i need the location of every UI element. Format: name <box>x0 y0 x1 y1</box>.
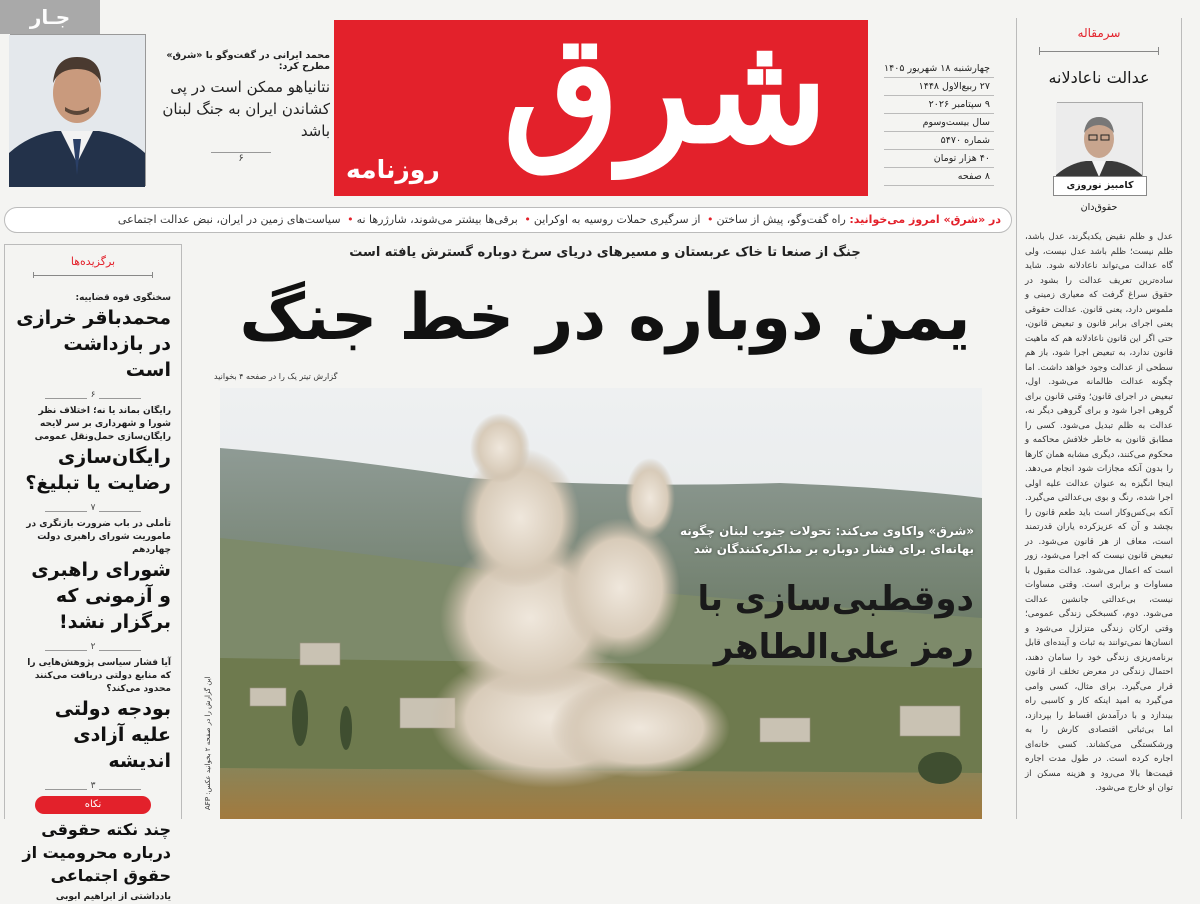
page-number: ۲ <box>45 637 141 651</box>
photo-credit: این گزارش را در صفحه ۲ بخوانید عکس: AFP <box>204 676 212 810</box>
logo-wordmark: شرق <box>503 1 828 177</box>
date-hijri: ۲۷ ربیع‌الاول ۱۴۴۸ <box>884 78 994 96</box>
item-headline: رایگان‌سازی رضایت یا تبلیغ؟ <box>25 446 171 494</box>
highlights-label: در «شرق» امروز می‌خوانید: <box>849 213 1001 226</box>
masthead-logo <box>334 1 868 196</box>
highlights-column <box>4 244 182 902</box>
watermark: جـار <box>0 0 100 34</box>
logo-subtitle: روزنامه <box>346 155 440 184</box>
year-number: سال بیست‌وسوم <box>884 114 994 132</box>
item-kicker: تأملی در باب ضرورت بازنگری در ماموریت شورای راهبری دولت چهاردهم <box>26 519 171 555</box>
item-headline: محمدباقر خرازی در بازداشت است <box>16 307 171 381</box>
highlight-item[interactable]: سیاست‌های زمین در ایران، نبض عدالت اجتماعی <box>117 213 341 226</box>
price: ۴۰ هزار تومان <box>884 150 994 168</box>
note-badge: نکاه <box>35 796 151 814</box>
item-kicker: رایگان بماند یا نه؛ اختلاف نظر شورا و شهرداری بر سر لایحه رایگان‌سازی حمل‌ونقل عمومی <box>34 406 171 442</box>
page-number: ۷ <box>45 498 141 512</box>
lead-headline[interactable]: یمن دوباره در خط جنگ <box>239 281 971 355</box>
lead-kicker: جنگ از صنعا تا خاک عربستان و مسیرهای دریای سرخ دوباره گسترش یافته است <box>349 245 861 260</box>
list-item[interactable] <box>5 292 181 399</box>
list-item[interactable] <box>5 818 181 904</box>
highlights-section-label: برگزیده‌ها <box>70 255 116 268</box>
bullet-icon: • <box>706 213 714 226</box>
dateline <box>884 60 994 186</box>
page-number: ۶ <box>152 152 330 164</box>
page-number: ۶ <box>45 385 141 399</box>
bullet-icon: • <box>524 213 531 226</box>
issue-number: شماره ۵۴۷۰ <box>884 132 994 150</box>
interviewee-portrait <box>10 34 146 186</box>
date-persian: چهارشنبه ۱۸ شهریور ۱۴۰۵ <box>884 60 994 78</box>
editorial-section-label: سرمقاله <box>1077 26 1121 40</box>
bullet-icon: • <box>347 213 354 226</box>
item-kicker: آیا فشار سیاسی پژوهش‌هایی را که منابع دولتی دریافت می‌کنند محدود می‌کند؟ <box>27 658 171 694</box>
divider <box>33 270 153 276</box>
highlight-item[interactable]: راه گفت‌وگو، پیش از ساختن <box>716 213 846 226</box>
todays-highlights-strip <box>4 207 1012 233</box>
item-kicker: سخنگوی قوه قضاییه: <box>75 293 171 303</box>
date-gregorian: ۹ سپتامبر ۲۰۲۶ <box>884 96 994 114</box>
author-name: کامبیز نوروزی <box>1053 176 1147 196</box>
list-item[interactable] <box>5 657 181 790</box>
lead-page-ref: گزارش تیتر یک را در صفحه ۴ بخوانید <box>214 372 338 381</box>
item-headline: بودجه دولتی علیه آزادی اندیشه <box>54 698 171 772</box>
list-item[interactable] <box>5 518 181 651</box>
item-byline: یادداشتی از ابراهیم ابوبی <box>55 892 171 902</box>
interview-lead: محمد ایرانی در گفت‌وگو با «شرق» مطرح کرد: <box>166 50 330 72</box>
item-headline: چند نکته حقوقی درباره محرومیت از حقوق اجتماعی <box>22 820 171 885</box>
page-number: ۳ <box>45 776 141 790</box>
highlight-item[interactable]: برقی‌ها بیشتر می‌شوند، شارژرها نه <box>356 213 518 226</box>
editorial-title[interactable]: عدالت ناعادلانه <box>1048 68 1150 87</box>
second-story-headline[interactable]: دوقطبی‌سازی با رمز علی‌الطاهر <box>697 579 974 667</box>
second-story-kicker: «شرق» واکاوی می‌کند: تحولات جنوب لبنان چگونه بهانه‌ای برای فشار دوباره بر مذاکره‌کنندگان شد <box>679 524 974 556</box>
interview-quote: نتانیاهو ممکن است در پی کشاندن ایران به جنگ لبنان باشد <box>162 78 330 140</box>
item-headline: شورای راهبری و آزمونی که برگزار نشد! <box>31 559 171 633</box>
editorial-body: عدل و ظلم نقیض یکدیگرند، عدل باشد، ظلم نیست؛ ظلم باشد عدل نیست، ولی گاه عدالت می‌تواند ناعادلانه شود. شاید ساده‌ترین تعریف عدالت را بشود در حقوق سراغ گرفت که معیاری زمینی و ملموس دارد، یعنی قانون. عدالت حقوقی یعنی اجرای برابر قانون و تبعیض قانون، حتی اگر این قانون ناعادلانه هم که ماهیت قانون ندارد، به تبعیض اجرا شود، باز هم سطحی از عدالت وجود خواهد داشت. اما چگونه عدالت ظالمانه می‌شود. اول، تبعیض در اجرای قانون؛ وقتی قانون برای گروهی اجرا شود و برای گروهی دیگر نه، عدالت به ظلم تبدیل می‌شود. کسی را مطابق قانون به خاطر خلافش محاکمه و محکوم می‌کنند، دیگری مشابه همان کارها را بدون آنکه مجازات شود انجام می‌دهد. اینجا انگیزه به عنوان عدالت علیه اولی اجرا شده، رنگ و بوی بی‌عدالتی می‌گیرد. آنکه بی‌کس‌وکار است باید طعم قانون را بچشد و آن که عزیزکرده یاران قدرتمند است، معاف از هر قانون می‌شود. در تبعیض قانون نیست که اجرا می‌شود، زور است که اعمال می‌شود. عدالت مقبول با مساوات و برابری است. وقتی مساوات نیست، بی‌عدالتی جانشین عدالت می‌شود. دوم، کسبخکی زندگی عمومی؛ وقتی ارکان زندگی متزلزل می‌شود و انسان‌ها نمی‌توانند به ثبات و آینده‌ای قابل برنامه‌ریزی زندگی خود را سامان دهند، احتمال زندگی در معرض تخلف از قانون قرار می‌گیرد. برای مثال، کسی وامی می‌گیرد به امید اینکه کار و کاسبی راه بیندازد و با درآمدش اقساط را بپردازد، اما بی‌ثباتی اقتصادی کارش را به ورشکستگی می‌کشاند. کسی خانه‌ای اجاره کرده است. در طول مدت اجاره قیمت‌ها بالا می‌رود و هزینه مسکن از توان او خارج می‌شود. <box>1025 232 1173 793</box>
author-role: حقوق‌دان <box>1080 202 1118 213</box>
list-item[interactable] <box>5 405 181 512</box>
highlight-item[interactable]: از سرگیری حملات روسیه به اوکراین <box>533 213 701 226</box>
interview-teaser[interactable] <box>152 50 330 164</box>
page-count: ۸ صفحه <box>884 168 994 186</box>
editorial-column <box>1016 18 1182 819</box>
divider <box>1039 44 1159 52</box>
